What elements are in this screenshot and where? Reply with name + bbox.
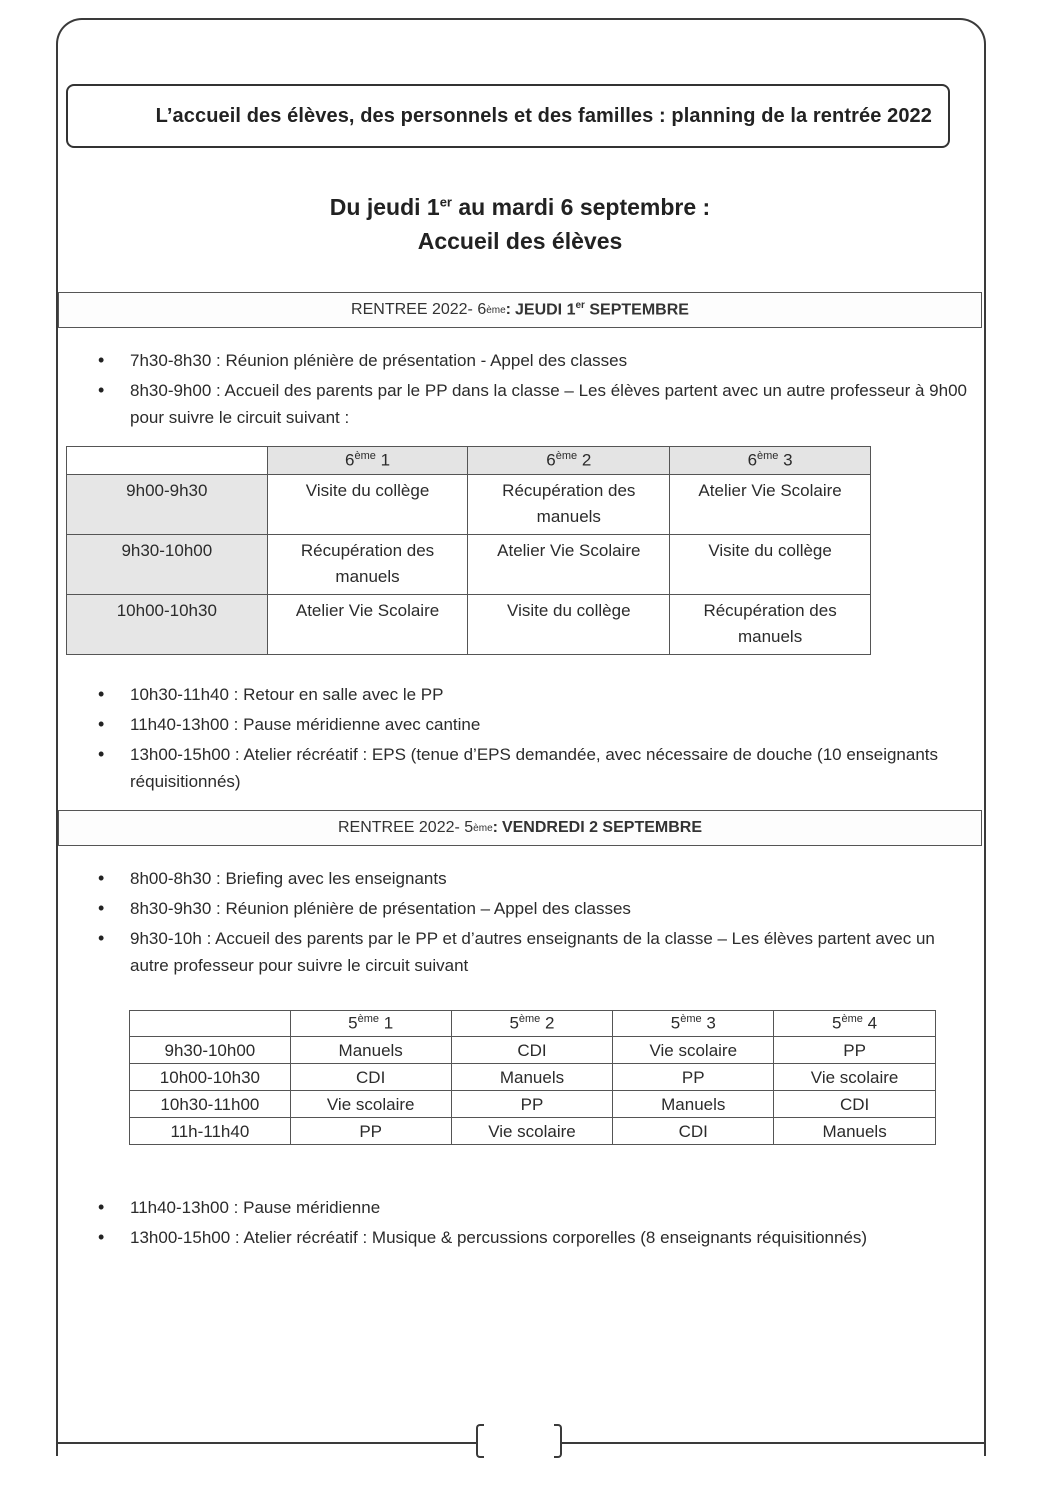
document-header (66, 84, 950, 148)
list-item: • 11h40-13h00 : Pause méridienne avec cantine (96, 711, 976, 738)
footer-bracket-right (554, 1424, 562, 1458)
list-item: • 10h30-11h40 : Retour en salle avec le PP (96, 681, 976, 708)
footer-rule-left (56, 1442, 476, 1444)
list-item: • 8h00-8h30 : Briefing avec les enseignants (96, 865, 976, 892)
column-header: 5ème 2 (451, 1011, 613, 1037)
column-header: 6ème 1 (267, 447, 468, 475)
table-cell: Atelier Vie Scolaire (670, 475, 871, 535)
table-row (130, 1037, 936, 1064)
table-row (130, 1091, 936, 1118)
list-item: • 11h40-13h00 : Pause méridienne (96, 1194, 976, 1221)
table-cell: CDI (451, 1037, 613, 1064)
list-item: • 13h00-15h00 : Atelier récréatif : EPS (tenue d’EPS demandée, avec nécessaire de douche (10 enseignants réquisitionnés) (96, 741, 976, 795)
section-6eme-bullets-before (96, 347, 976, 434)
table-cell: Manuels (290, 1037, 451, 1064)
table-cell: PP (451, 1091, 613, 1118)
section-5eme-heading: RENTREE 2022- 5 ème : VENDREDI 2 SEPTEMBRE (58, 810, 982, 846)
table-row (67, 475, 871, 535)
list-item: • 8h30-9h30 : Réunion plénière de présentation – Appel des classes (96, 895, 976, 922)
table-cell: CDI (774, 1091, 936, 1118)
section-5eme-bullets-after (96, 1194, 976, 1254)
time-cell: 11h-11h40 (130, 1118, 291, 1145)
time-cell: 9h30-10h00 (67, 535, 268, 595)
table-cell: Visite du collège (670, 535, 871, 595)
table-cell: Vie scolaire (613, 1037, 774, 1064)
table-header-row (67, 447, 871, 475)
list-item: • 9h30-10h : Accueil des parents par le PP et d’autres enseignants de la classe – Les élèves partent avec un autre professeur pour suivre le circuit suivant (96, 925, 976, 979)
table-cell: Récupération des manuels (267, 535, 468, 595)
column-header: 5ème 4 (774, 1011, 936, 1037)
time-cell: 9h00-9h30 (67, 475, 268, 535)
table-cell: Récupération des manuels (468, 475, 670, 535)
table-cell: Manuels (774, 1118, 936, 1145)
table-cell: Vie scolaire (290, 1091, 451, 1118)
footer-rule-right (560, 1442, 986, 1444)
table-row (67, 535, 871, 595)
time-cell: 10h00-10h30 (67, 595, 268, 655)
table-cell: PP (774, 1037, 936, 1064)
list-item: • 7h30-8h30 : Réunion plénière de présentation - Appel des classes (96, 347, 976, 374)
table-cell: Vie scolaire (774, 1064, 936, 1091)
section-6eme-heading: RENTREE 2022- 6 ème : JEUDI 1er SEPTEMBRE (58, 292, 982, 328)
section-6eme-bullets-after (96, 681, 976, 798)
subtitle-line-2: Accueil des élèves (417, 228, 623, 254)
column-header: 6ème 3 (670, 447, 871, 475)
table-cell: Vie scolaire (451, 1118, 613, 1145)
time-cell: 10h00-10h30 (130, 1064, 291, 1091)
table-cell: CDI (290, 1064, 451, 1091)
table-corner-cell (130, 1011, 291, 1037)
footer-bracket-left (476, 1424, 484, 1458)
table-cell: Atelier Vie Scolaire (468, 535, 670, 595)
list-item: • 8h30-9h00 : Accueil des parents par le PP dans la classe – Les élèves partent avec un autre professeur à 9h00 pour suivre le circuit suivant : (96, 377, 976, 431)
table-row (130, 1064, 936, 1091)
list-item: • 13h00-15h00 : Atelier récréatif : Musique & percussions corporelles (8 enseignants réquisitionnés) (96, 1224, 976, 1251)
time-cell: 10h30-11h00 (130, 1091, 291, 1118)
column-header: 5ème 3 (613, 1011, 774, 1037)
table-header-row (130, 1011, 936, 1037)
schedule-table-5eme (129, 1010, 936, 1145)
table-cell: CDI (613, 1118, 774, 1145)
table-cell: Atelier Vie Scolaire (267, 595, 468, 655)
table-cell: Manuels (451, 1064, 613, 1091)
document-title: L’accueil des élèves, des personnels et des familles : planning de la rentrée 2022 (155, 104, 932, 127)
schedule-table-6eme (66, 446, 871, 655)
table-cell: Visite du collège (267, 475, 468, 535)
table-row (67, 595, 871, 655)
table-cell: Visite du collège (468, 595, 670, 655)
table-corner-cell (67, 447, 268, 475)
table-cell: PP (290, 1118, 451, 1145)
table-row (130, 1118, 936, 1145)
time-cell: 9h30-10h00 (130, 1037, 291, 1064)
section-5eme-bullets-before (96, 865, 976, 982)
table-cell: Récupération des manuels (670, 595, 871, 655)
subtitle-line-1: Du jeudi 1er au mardi 6 septembre : (329, 194, 711, 220)
column-header: 6ème 2 (468, 447, 670, 475)
table-cell: Manuels (613, 1091, 774, 1118)
column-header: 5ème 1 (290, 1011, 451, 1037)
table-cell: PP (613, 1064, 774, 1091)
